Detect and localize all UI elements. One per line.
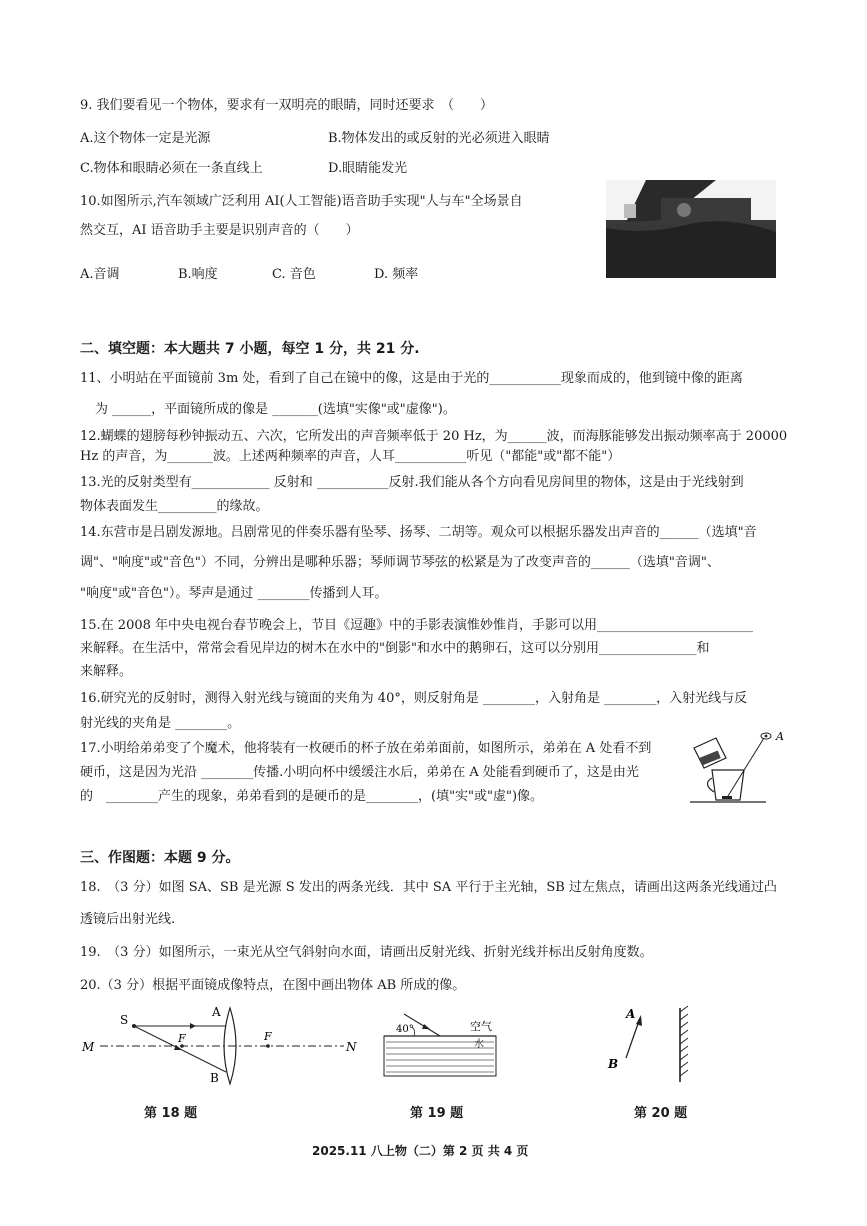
q19-line1: 19. （3 分）如图所示，一束光从空气斜射向水面，请画出反射光线、折射光线并标出反射角度数。 (80, 945, 653, 960)
fig20-mirror-diagram (600, 1004, 710, 1090)
section-2-title: 二、填空题：本大题共 7 小题，每空 1 分，共 21 分. (80, 341, 420, 357)
q9-option-d: D.眼睛能发光 (328, 161, 408, 176)
q17-line3: 的 ________产生的现象，弟弟看到的是硬币的是________，(填"实"或"虚")像。 (80, 789, 544, 804)
q9-option-b: B.物体发出的或反射的光必须进入眼睛 (328, 131, 550, 146)
fig19-angle-label: 40° (396, 1024, 414, 1035)
q10-option-a: A.音调 (80, 267, 120, 282)
fig18-label-s: S (120, 1013, 129, 1027)
q17-line2: 硬币，这是因为光沿 ________传播.小明向杯中缓缓注水后，弟弟在 A 处能看到硬币了，这是由光 (80, 765, 639, 780)
q10-line1: 10.如图所示,汽车领域广泛利用 AI(人工智能)语音助手实现"人与车"全场景自 (80, 194, 523, 209)
q14-line2: 调"、"响度"或"音色"）不同，分辨出是哪种乐器；琴师调节琴弦的松紧是为了改变声音的______（选填"音调"、 (80, 555, 720, 570)
fig20-label-b: B (608, 1057, 619, 1071)
q12-line1: 12.蝴蝶的翅膀每秒钟振动五、六次，它所发出的声音频率低于 20 Hz，为______波，而海豚能够发出振动频率高于 20000 (80, 429, 788, 444)
q13-line2: 物体表面发生_________的缘故。 (80, 499, 269, 514)
q11-line2: 为 ______，平面镜所成的像是 _______(选填"实像"或"虚像")。 (95, 402, 456, 417)
q20-line1: 20.（3 分）根据平面镜成像特点，在图中画出物体 AB 所成的像。 (80, 978, 466, 993)
q10-option-b: B.响度 (178, 267, 218, 282)
fig18-label-n: N (346, 1040, 357, 1054)
q9-stem: 9. 我们要看见一个物体，要求有一双明亮的眼睛，同时还要求 （ ） (80, 98, 494, 113)
page-footer: 2025.11 八上物（二）第 2 页 共 4 页 (312, 1144, 529, 1158)
q10-line2: 然交互，AI 语音助手主要是识别声音的（ ） (80, 223, 359, 238)
fig19-refraction-diagram (380, 1008, 500, 1080)
q18-line1: 18. （3 分）如图 SA、SB 是光源 S 发出的两条光线．其中 SA 平行于主光轴，SB 过左焦点，请画出这两条光线通过凸 (80, 880, 777, 895)
fig18-label-b: B (210, 1071, 219, 1085)
q12-line2: Hz 的声音，为_______波。上述两种频率的声音，人耳___________听见（"都能"或"都不能"） (80, 449, 621, 464)
q17-line1: 17.小明给弟弟变了个魔术，他将装有一枚硬币的杯子放在弟弟面前，如图所示，弟弟在 A 处看不到 (80, 741, 652, 756)
q9-option-a: A.这个物体一定是光源 (80, 131, 211, 146)
q10-option-c: C. 音色 (272, 267, 316, 282)
fig18-label-f-left: F (178, 1032, 186, 1045)
fig20-label-a: A (626, 1007, 636, 1021)
q16-line2: 射光线的夹角是 ________。 (80, 716, 241, 731)
fig18-caption: 第 18 题 (144, 1106, 198, 1121)
q14-line1: 14.东营市是吕剧发源地。吕剧常见的伴奏乐器有坠琴、扬琴、二胡等。观众可以根据乐器发出声音的______（选填"音 (80, 525, 757, 540)
q17-label-a: A (776, 730, 784, 743)
fig18-label-f-right: F (264, 1030, 272, 1043)
q9-option-c: C.物体和眼睛必须在一条直线上 (80, 161, 263, 176)
q15-line2: 来解释。在生活中，常常会看见岸边的树木在水中的"倒影"和水中的鹅卵石，这可以分别用_______________和 (80, 641, 710, 656)
fig20-caption: 第 20 题 (634, 1106, 688, 1121)
q11-line1: 11、小明站在平面镜前 3m 处，看到了自己在镜中的像，这是由于光的___________现象而成的，他到镜中像的距离 (80, 371, 743, 386)
q10-option-d: D. 频率 (374, 267, 419, 282)
q16-line1: 16.研究光的反射时，测得入射光线与镜面的夹角为 40°，则反射角是 ________，入射角是 ________，入射光线与反 (80, 691, 748, 706)
fig19-water-label: 水 (474, 1039, 484, 1050)
fig18-lens-diagram (78, 1000, 368, 1092)
fig19-air-label: 空气 (470, 1020, 492, 1033)
q15-line1: 15.在 2008 年中央电视台春节晚会上，节目《逗趣》中的手影表演惟妙惟肖，手影可以用________________________ (80, 618, 754, 633)
car-voice-assistant-photo (606, 180, 776, 278)
fig18-label-a: A (212, 1005, 221, 1019)
fig18-label-m: M (82, 1040, 95, 1054)
q17-cup-figure (686, 726, 786, 806)
q14-line3: "响度"或"音色"）。琴声是通过 ________传播到人耳。 (80, 586, 388, 601)
q18-line2: 透镜后出射光线. (80, 912, 176, 927)
section-3-title: 三、作图题：本题 9 分。 (80, 850, 240, 866)
fig19-caption: 第 19 题 (410, 1106, 464, 1121)
q15-line3: 来解释。 (80, 664, 133, 679)
q13-line1: 13.光的反射类型有____________ 反射和 ___________反射.我们能从各个方向看见房间里的物体，这是由于光线射到 (80, 475, 744, 490)
